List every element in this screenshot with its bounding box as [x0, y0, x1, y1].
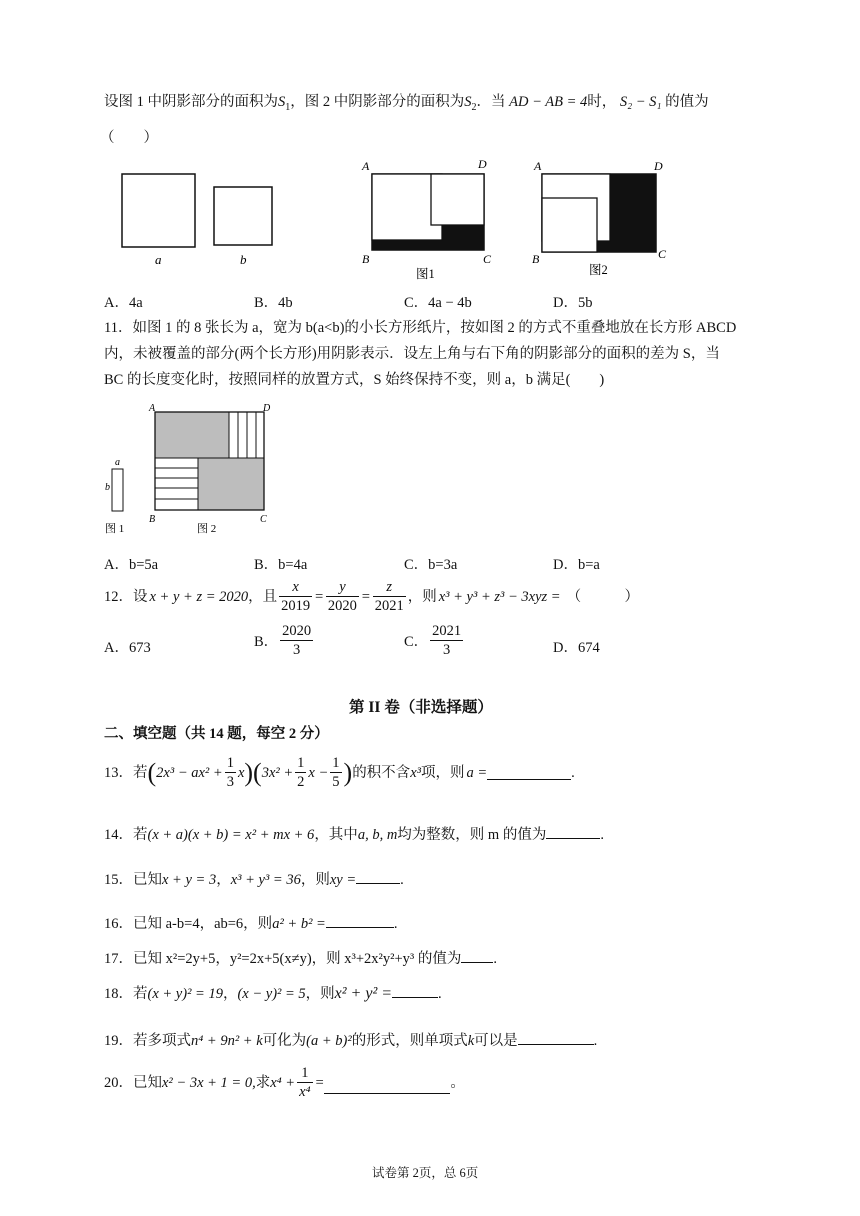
q11-line3: BC 的长度变化时，按照同样的放置方式，S 始终保持不变，则 a，b 满足( ) — [104, 372, 605, 388]
q11-line2: 内，未被覆盖的部分(两个长方形)用阴影表示．设左上角与右下角的阴影部分的面积的差为 S，当 — [104, 346, 720, 362]
q12-option-d[interactable]: D．674 — [553, 640, 600, 656]
svg-text:A: A — [149, 403, 156, 414]
section-title: 第 II 卷（非选择题） — [349, 699, 493, 716]
fig1-shade-right — [441, 224, 484, 250]
q17: 17．已知 x²=2y+5，y²=2x+5(x≠y)，则 x³+2x²y²+y³ 的值为 . — [104, 948, 497, 969]
q12-option-c[interactable]: C． $\frac{2021}{3}$ — [404, 623, 462, 658]
q15: 15．已知x + y = 3，x³ + y³ = 36，则xy = . — [104, 869, 404, 890]
q20-answer-blank[interactable] — [324, 1079, 450, 1094]
q16-answer-blank[interactable] — [326, 913, 394, 928]
square-a — [122, 174, 195, 247]
svg-text:C: C — [483, 252, 492, 266]
s1-symbol: S — [278, 94, 286, 110]
q15-answer-blank[interactable] — [356, 869, 400, 884]
label-b: b — [240, 252, 247, 267]
svg-text:b: b — [105, 482, 110, 493]
q13: 13．若 ( 2x³ − ax² + $\frac{1}{3}$ x )( 3x² + $\frac{1}{2}$ x − $\frac{1}{5}$ ) 的积不含 x³ 项，则 a = . — [104, 755, 575, 790]
q10-option-b[interactable]: B．4b — [254, 295, 293, 311]
label-a: a — [155, 252, 162, 267]
q10-condition: AD − AB = 4 — [509, 94, 588, 110]
svg-text:B: B — [362, 252, 370, 266]
q12-cond: x + y + z = 2020 — [149, 588, 249, 605]
svg-text:A: A — [362, 159, 370, 173]
fig1-caption: 图1 — [416, 267, 435, 281]
q17-answer-blank[interactable] — [461, 948, 493, 963]
q18-answer-blank[interactable] — [392, 983, 438, 998]
q11-shade-topleft — [155, 412, 229, 458]
q11-shade-bottomright — [198, 458, 264, 510]
q12-stem: 12．设 x + y + z = 2020 ，且 $\frac{x}{2019}$ = $\frac{y}{2020}$ = $\frac{z}{2021}$ ，则 x³ + y³ + z³ − 3xyz = （ ） — [104, 579, 640, 614]
q11-fig2-caption: 图 2 — [197, 523, 217, 535]
svg-text:A: A — [534, 159, 542, 173]
section-subtitle: 二、填空题（共 14 题，每空 2 分） — [104, 726, 329, 742]
q20: 20．已知 x² − 3x + 1 = 0, 求 x⁴ + $\frac{1}{\text{x⁴}}$ = 。 — [104, 1065, 465, 1100]
q11-fig1-caption: 图 1 — [105, 523, 125, 535]
q12-expr: x³ + y³ + z³ − 3xyz = — [438, 588, 561, 605]
q12-option-a[interactable]: A．673 — [104, 640, 151, 656]
square-b — [214, 187, 272, 245]
q13-answer-blank[interactable] — [487, 765, 571, 780]
svg-text:C: C — [658, 247, 667, 261]
svg-text:D: D — [478, 157, 487, 171]
q10-stem: 设图 1 中阴影部分的面积为$S_1$，图 2 中阴影部分的面积为$S_2$．当 AD − AB = 4时， S₂ − S₁ 的值为 — [104, 94, 709, 113]
q10-paren: （ ） — [100, 130, 158, 146]
q12-option-b[interactable]: B． $\frac{2020}{3}$ — [254, 623, 312, 658]
q19-answer-blank[interactable] — [518, 1030, 594, 1045]
q14-answer-blank[interactable] — [546, 824, 600, 839]
fig1-square-b — [431, 174, 484, 225]
q11-figures — [100, 398, 290, 540]
q10-option-d[interactable]: D．5b — [553, 295, 593, 311]
q11-line1: 11．如图 1 的 8 张长为 a，宽为 b(a<b)的小长方形纸片，按如图 2 的方式不重叠地放在长方形 ABCD — [104, 320, 737, 336]
svg-text:D: D — [263, 403, 271, 414]
fig2-square-b — [542, 198, 597, 252]
q10-option-c[interactable]: C．4a − 4b — [404, 295, 472, 311]
q11-option-d[interactable]: D．b=a — [553, 557, 600, 573]
q16: 16．已知 a-b=4，ab=6，则a² + b² = . — [104, 913, 397, 934]
q18: 18．若(x + y)² = 19，(x − y)² = 5，则x² + y² = . — [104, 985, 442, 1002]
fig2-shade — [609, 174, 656, 252]
q14: 14．若(x + a)(x + b) = x² + mx + 6，其中a, b, m均为整数，则 m 的值为 . — [104, 824, 604, 845]
fig2-caption: 图2 — [589, 263, 608, 277]
svg-text:B: B — [532, 252, 540, 266]
q10-figures — [100, 150, 680, 285]
q11-option-a[interactable]: A．b=5a — [104, 557, 159, 573]
q10-option-a[interactable]: A．4a — [104, 295, 143, 311]
svg-text:a: a — [115, 457, 120, 468]
page-footer: 试卷第 2页，总 6页 — [372, 1166, 479, 1180]
fig2-shade-bottom — [597, 240, 611, 252]
q11-option-b[interactable]: B．b=4a — [254, 557, 308, 573]
q10-expression: S₂ − S₁ — [619, 94, 662, 110]
q11-small-rect — [112, 469, 123, 511]
svg-text:B: B — [149, 514, 156, 525]
q19: 19．若多项式n⁴ + 9n² + k可化为(a + b)²的形式，则单项式k可以是 . — [104, 1030, 597, 1051]
svg-text:D: D — [654, 159, 663, 173]
svg-text:C: C — [260, 514, 267, 525]
q11-option-c[interactable]: C．b=3a — [404, 557, 458, 573]
